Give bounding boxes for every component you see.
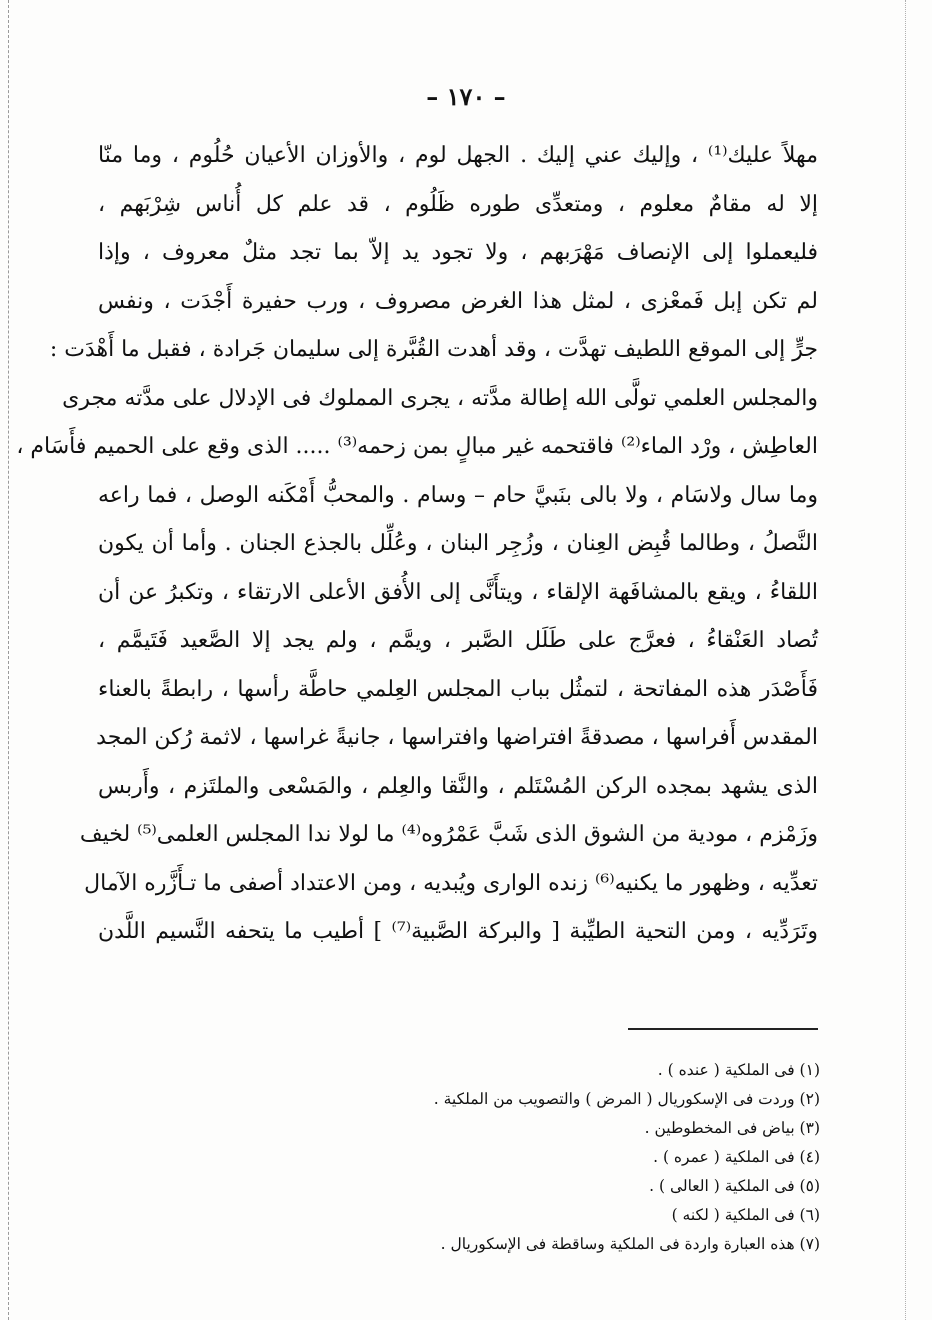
text-line: اللقاءُ ، ويقع بالمشافَهة الإلقاء ، ويتأَنَّى إلى الأُفق الأعلى الارتقاء ، وتكبرُ عن أن [98, 579, 818, 605]
footnote: (٦) فى الملكية ( لكنه ) [671, 1206, 820, 1224]
text-line: تُصاد العَنْقاءُ ، فعرَّج على طَلَل الصَّبر ، ويمَّم ، ولم يجد إلا الصَّعيد فَتَيمَّم ، [98, 628, 818, 653]
text-line: فليعملوا إلى الإنصاف مَهْرَبهم ، ولا تجود يد إلاّ بما تجد مثلٌ معروف ، وإذا [98, 240, 818, 265]
text-line: وما سال ولاسَام ، ولا بالى بنَبيَّ حام – وسام . والمحبُّ أَمْكَنه الوصل ، فما راعه [98, 482, 818, 508]
scan-left-edge [8, 0, 9, 1320]
scan-right-edge [905, 0, 906, 1320]
page-number: – ١٧٠ – [426, 82, 506, 111]
text-line: العاطِش ، ورْد الماء⁽²⁾ فاقتحمه غير مبالٍ بمن زحمه⁽³⁾ ..... الذى وقع على الحميم فأَسَام ، [16, 434, 818, 459]
main-text-block [16, 132, 818, 957]
text-line: المقدس أَفراسها ، مصدقةً افتراضها وافتراسها ، جانيةً غراسها ، لاثمة رُكن المجد [96, 725, 818, 750]
text-line: فَأَصْدَر هذه المفاتحة ، لتمثُل بباب المجلس العِلمي حاطَّة رأسها ، رابطةً بالعناء [98, 676, 818, 702]
text-line: لم تكن إبل فَمعْزى ، لمثل هذا الغرض مصروف ، ورب حفيرة أَجْدَت ، ونفس [98, 288, 818, 314]
text-line: والمجلس العلمي تولَّى الله إطالة مدَّته ، يجرى المملوك فى الإدلال على مدَّته مجرى [62, 385, 818, 411]
text-line: النَّصلُ ، وطالما قُبِض العِنان ، وزُجِر البنان ، وعُلِّل بالجذع الجنان . وأما أن يكون [98, 531, 818, 556]
text-line: وتَرَدِّيه ، ومن التحية الطيِّبة [ والبركة الصَّبية⁽⁷⁾ ] أطيب ما يتحفه النَّسيم اللَّدن [98, 919, 818, 944]
footnote: (٤) فى الملكية ( عمره ) . [653, 1148, 820, 1166]
text-line: الذى يشهد بمجده الركن المُسْتَلم ، والنَّقا والعِلم ، والمَسْعى والملتَزم ، وأَربس [98, 773, 818, 799]
footnote: (٣) بياض فى المخطوطين . [644, 1119, 820, 1137]
footnote: (٢) وردت فى الإسكوريال ( المرض ) والتصويب من الملكية . [433, 1090, 820, 1108]
text-line: جرٍّ إلى الموقع اللطيف تهدَّت ، وقد أهدت القُبَّرة إلى سليمان جَرادة ، فقبل ما أَهْدَت : [49, 337, 818, 362]
footnote: (٧) هذه العبارة واردة فى الملكية وساقطة فى الإسكوريال . [440, 1235, 820, 1253]
text-line: مهلاً عليك⁽¹⁾ ، وإليك عني إليك . الجهل لوم ، والأوزان الأعيان حُلُوم ، وما منّا [98, 143, 818, 168]
text-line: وزَمْزم ، مودية من الشوق الذى شَبَّ عَمْرُوه⁽⁴⁾ ما لولا ندا المجلس العلمى⁽⁵⁾ لخيف [79, 822, 818, 847]
text-line: تعدِّيه ، وظهور ما يكنيه⁽⁶⁾ زنده الوارى ويُبديه ، ومن الاعتداد أصفى ما تـأَزَّره الآمال [84, 870, 818, 896]
footnote: (١) فى الملكية ( عنده ) . [657, 1061, 820, 1079]
footnotes-block [300, 1056, 820, 1259]
footnote-separator [628, 1028, 818, 1030]
footnote: (٥) فى الملكية ( العالى ) . [649, 1177, 820, 1195]
text-line: إلا له مقامٌ معلوم ، ومتعدِّى طوره ظَلُوم ، قد علم كل أُناس شِرْبَهم ، [98, 191, 818, 217]
